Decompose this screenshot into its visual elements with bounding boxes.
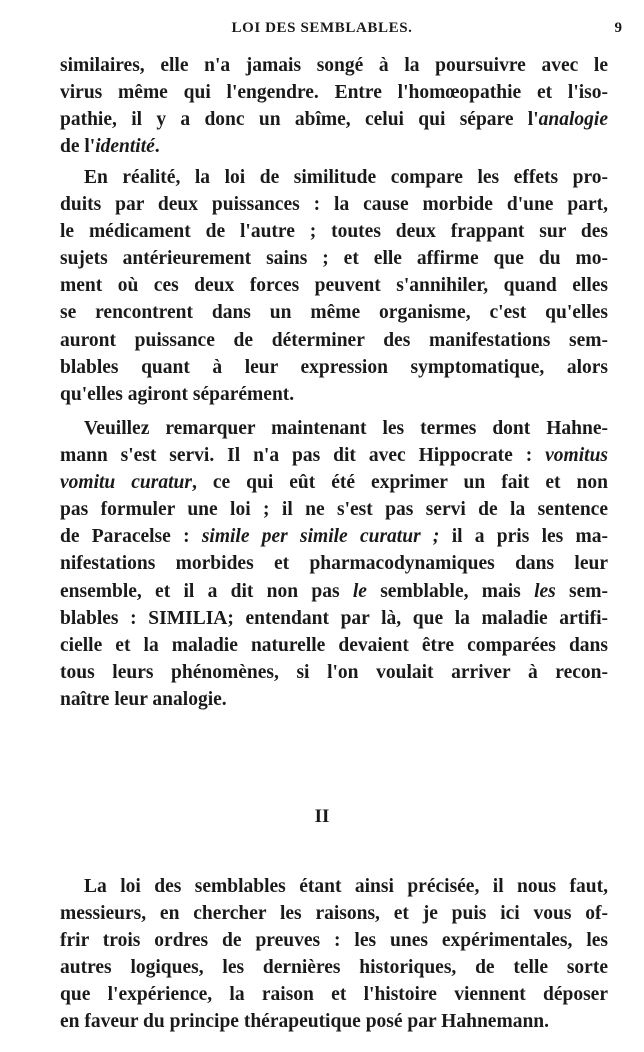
text-line: en faveur du principe thérapeutique posé par Hahnemann. — [60, 1011, 550, 1033]
text-line: blables : SIMILIA; entendant par là, que la maladie artifi- — [60, 607, 608, 629]
text-line: frir trois ordres de preuves : les unes expérimentales, les — [60, 930, 608, 952]
italic-term: analogie — [538, 109, 608, 131]
text-line: sujets antérieurement sains ; et elle affirme que du mo- — [60, 248, 608, 270]
text-line: mann s'est servi. Il n'a pas dit avec Hippocrate : vomitus — [60, 445, 608, 467]
running-title: LOI DES SEMBLABLES. — [231, 20, 413, 36]
text-line: blables quant à leur expression symptomatique, alors — [60, 356, 608, 378]
italic-term: identité — [95, 136, 155, 158]
text-line: La loi des semblables étant ainsi précisée, il nous faut, — [84, 876, 608, 897]
text-line: qu'elles agiront séparément. — [60, 383, 295, 405]
text-line: Veuillez remarquer maintenant les termes dont Hahne- — [84, 418, 608, 439]
italic-term: vomitus — [545, 445, 608, 467]
text-line: se rencontrent dans un même organisme, c'est qu'elles — [60, 302, 608, 324]
text-line: pathie, il y a donc un abîme, celui qui sépare l'analogie — [60, 109, 608, 131]
text-line: le médicament de l'autre ; toutes deux frappant sur des — [60, 221, 608, 243]
section-heading: II — [314, 806, 330, 827]
text-line: vomitu curatur, ce qui eût été exprimer un fait et non — [60, 472, 608, 494]
page-number: 9 — [614, 20, 622, 36]
paragraph-4 — [60, 873, 608, 1036]
text-line: de Paracelse : simile per simile curatur ; il a pris les ma- — [60, 526, 608, 548]
text-line: que l'expérience, la raison et l'histoire viennent déposer — [60, 984, 608, 1006]
italic-term: les — [534, 580, 556, 602]
text-line: tous leurs phénomènes, si l'on voulait arriver à recon- — [60, 661, 608, 683]
text-line: pas formuler une loi ; il ne s'est pas servi de la sentence — [60, 499, 608, 521]
paragraph-3 — [60, 415, 608, 713]
text-line: de l'identité. — [60, 136, 160, 158]
text-line: messieurs, en chercher les raisons, et je puis ici vous of- — [60, 903, 608, 925]
text-line: auront puissance de déterminer des manifestations sem- — [60, 329, 608, 351]
text-line: cielle et la maladie naturelle devaient être comparées dans — [60, 634, 608, 656]
text-line: nifestations morbides et pharmacodynamiques dans leur — [60, 553, 608, 575]
italic-term: le — [352, 580, 367, 602]
text-line: ensemble, et il a dit non pas le semblable, mais les sem- — [60, 580, 608, 602]
paragraph-1 — [60, 52, 608, 160]
running-head — [0, 20, 644, 42]
italic-term: vomitu curatur — [60, 472, 192, 494]
text-line: similaires, elle n'a jamais songé à la poursuivre avec le — [60, 55, 608, 76]
text-line: virus même qui l'engendre. Entre l'homœopathie et l'iso- — [60, 82, 608, 104]
text-line: En réalité, la loi de similitude compare les effets pro- — [84, 167, 608, 188]
text-line: autres logiques, les dernières historiques, de telle sorte — [60, 957, 608, 979]
paragraph-2 — [60, 164, 608, 408]
italic-term: simile per simile curatur ; — [201, 526, 440, 548]
text-line: duits par deux puissances : la cause morbide d'une part, — [60, 194, 608, 216]
text-line: ment où ces deux forces peuvent s'annihiler, quand elles — [60, 275, 608, 297]
text-line: naître leur analogie. — [60, 688, 227, 710]
